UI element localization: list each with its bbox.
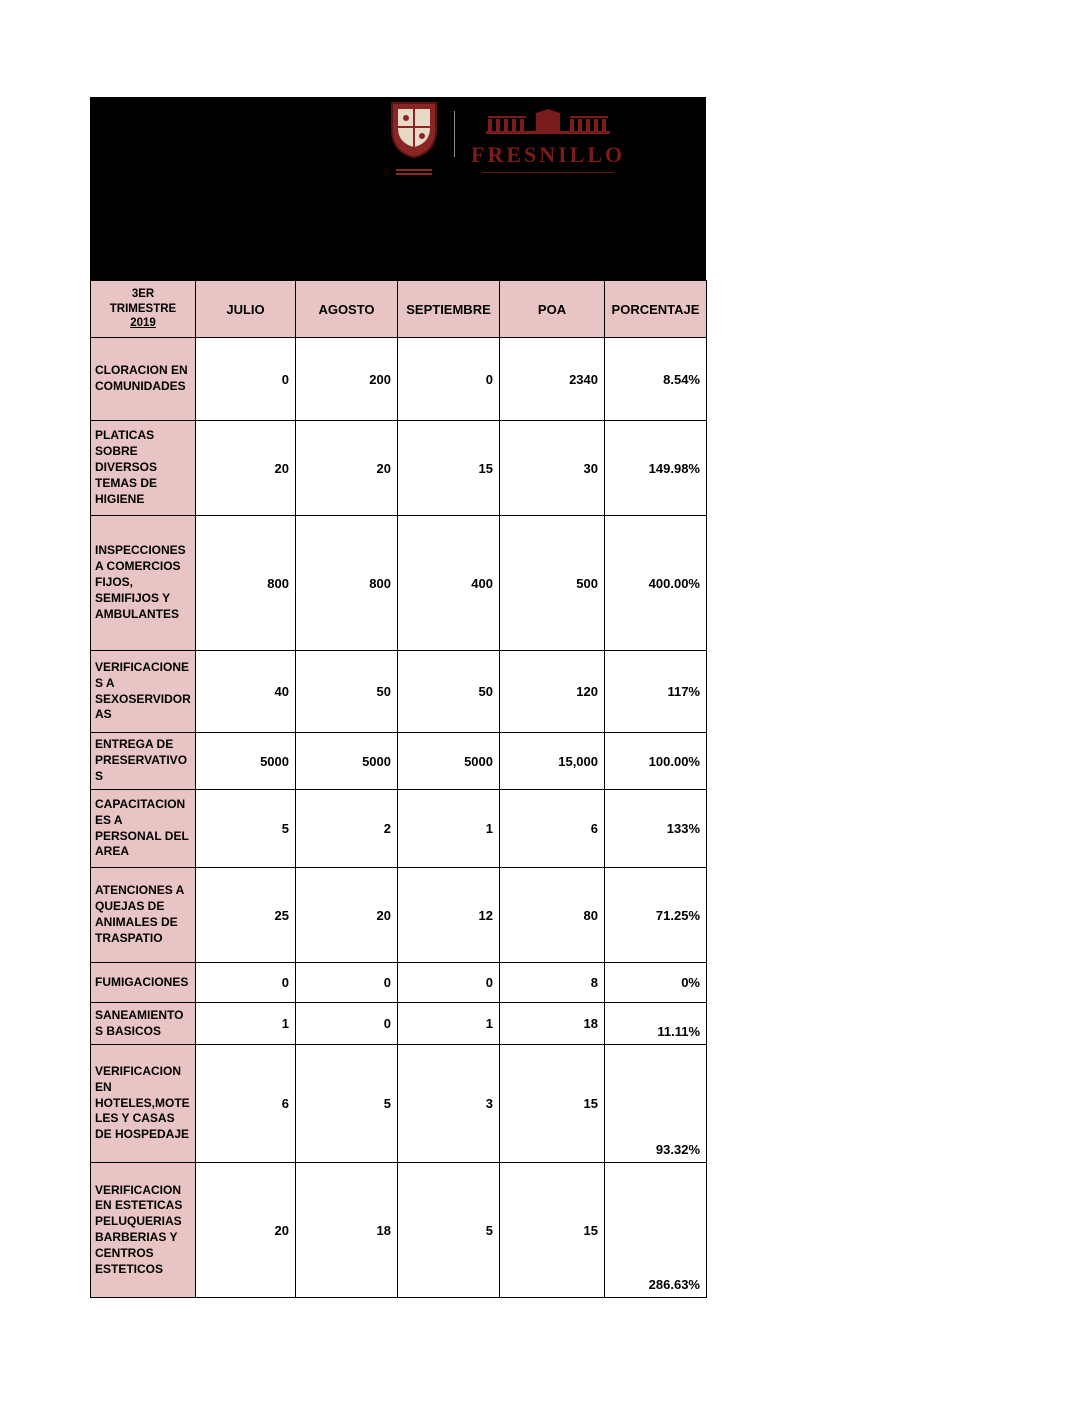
cell-porcentaje: 286.63% [605, 1163, 707, 1298]
col-header-poa: POA [500, 281, 605, 338]
row-label: ENTREGA DE PRESERVATIVOS [91, 733, 196, 790]
table-row [91, 1045, 707, 1163]
cell-julio: 20 [196, 1163, 296, 1298]
cell-porcentaje: 400.00% [605, 516, 707, 651]
cell-septiembre: 12 [398, 868, 500, 963]
row-label: VERIFICACION EN ESTETICAS PELUQUERIAS BARBERIAS Y CENTROS ESTETICOS [91, 1163, 196, 1298]
cell-poa: 15,000 [500, 733, 605, 790]
cell-agosto: 800 [296, 516, 398, 651]
cell-porcentaje: 71.25% [605, 868, 707, 963]
fresnillo-logo-block [471, 109, 625, 173]
cell-porcentaje: 8.54% [605, 338, 707, 421]
row-label: VERIFICACION EN HOTELES,MOTELES Y CASAS DE HOSPEDAJE [91, 1045, 196, 1163]
row-label: ATENCIONES A QUEJAS DE ANIMALES DE TRASPATIO [91, 868, 196, 963]
cell-poa: 8 [500, 963, 605, 1003]
cell-poa: 15 [500, 1163, 605, 1298]
cell-agosto: 50 [296, 651, 398, 733]
table-row [91, 516, 707, 651]
quarterly-report-table [90, 280, 707, 1298]
row-label: SANEAMIENTOS BASICOS [91, 1003, 196, 1045]
period-line-1: 3ER [131, 287, 155, 300]
cell-agosto: 0 [296, 1003, 398, 1045]
cell-poa: 80 [500, 868, 605, 963]
cell-agosto: 0 [296, 963, 398, 1003]
col-header-agosto: AGOSTO [296, 281, 398, 338]
table-row [91, 733, 707, 790]
cell-septiembre: 0 [398, 963, 500, 1003]
cell-poa: 6 [500, 790, 605, 868]
row-label: INSPECCIONES A COMERCIOS FIJOS, SEMIFIJOS Y AMBULANTES [91, 516, 196, 651]
table-header-row [91, 281, 707, 338]
cell-septiembre: 3 [398, 1045, 500, 1163]
cell-porcentaje: 100.00% [605, 733, 707, 790]
cell-poa: 500 [500, 516, 605, 651]
cell-julio: 40 [196, 651, 296, 733]
table-row [91, 338, 707, 421]
cell-poa: 120 [500, 651, 605, 733]
logo-group [390, 101, 625, 177]
cell-poa: 2340 [500, 338, 605, 421]
cell-septiembre: 50 [398, 651, 500, 733]
cell-julio: 5 [196, 790, 296, 868]
table-row [91, 868, 707, 963]
table-row [91, 421, 707, 516]
cell-poa: 15 [500, 1045, 605, 1163]
municipal-crest-block [390, 101, 438, 177]
black-header-banner [90, 97, 706, 280]
cell-septiembre: 5000 [398, 733, 500, 790]
col-header-porcentaje: PORCENTAJE [605, 281, 707, 338]
cell-septiembre: 1 [398, 790, 500, 868]
cell-agosto: 20 [296, 868, 398, 963]
row-label: CLORACION EN COMUNIDADES [91, 338, 196, 421]
row-label: VERIFICACIONES A SEXOSERVIDORAS [91, 651, 196, 733]
cell-septiembre: 400 [398, 516, 500, 651]
row-label: PLATICAS SOBRE DIVERSOS TEMAS DE HIGIENE [91, 421, 196, 516]
cell-julio: 25 [196, 868, 296, 963]
col-header-septiembre: SEPTIEMBRE [398, 281, 500, 338]
cell-agosto: 2 [296, 790, 398, 868]
cell-agosto: 18 [296, 1163, 398, 1298]
table-row [91, 651, 707, 733]
cell-julio: 800 [196, 516, 296, 651]
cell-julio: 1 [196, 1003, 296, 1045]
cell-septiembre: 5 [398, 1163, 500, 1298]
cell-julio: 0 [196, 338, 296, 421]
cell-poa: 18 [500, 1003, 605, 1045]
cell-porcentaje: 133% [605, 790, 707, 868]
cell-porcentaje: 11.11% [605, 1003, 707, 1045]
row-label: CAPACITACIONES A PERSONAL DEL AREA [91, 790, 196, 868]
table-row [91, 963, 707, 1003]
cell-septiembre: 15 [398, 421, 500, 516]
crest-caption-lines [396, 167, 432, 177]
col-header-julio: JULIO [196, 281, 296, 338]
report-sheet [90, 97, 706, 1298]
cell-septiembre: 1 [398, 1003, 500, 1045]
brand-wordmark: FRESNILLO [471, 142, 626, 167]
cell-septiembre: 0 [398, 338, 500, 421]
coat-of-arms-icon [390, 101, 438, 164]
cell-porcentaje: 117% [605, 651, 707, 733]
cell-porcentaje: 149.98% [605, 421, 707, 516]
table-row [91, 1163, 707, 1298]
logo-divider [454, 111, 455, 157]
cell-julio: 6 [196, 1045, 296, 1163]
cell-porcentaje: 93.32% [605, 1045, 707, 1163]
cell-julio: 0 [196, 963, 296, 1003]
row-label: FUMIGACIONES [91, 963, 196, 1003]
cell-porcentaje: 0% [605, 963, 707, 1003]
period-header-cell [91, 281, 196, 338]
brand-tagline-line [482, 172, 614, 173]
table-row [91, 1003, 707, 1045]
period-line-2: TRIMESTRE [109, 302, 177, 315]
cell-julio: 5000 [196, 733, 296, 790]
palace-facade-icon [486, 109, 610, 140]
cell-agosto: 200 [296, 338, 398, 421]
cell-poa: 30 [500, 421, 605, 516]
cell-agosto: 20 [296, 421, 398, 516]
cell-agosto: 5000 [296, 733, 398, 790]
cell-julio: 20 [196, 421, 296, 516]
table-row [91, 790, 707, 868]
period-line-3: 2019 [130, 317, 156, 330]
cell-agosto: 5 [296, 1045, 398, 1163]
